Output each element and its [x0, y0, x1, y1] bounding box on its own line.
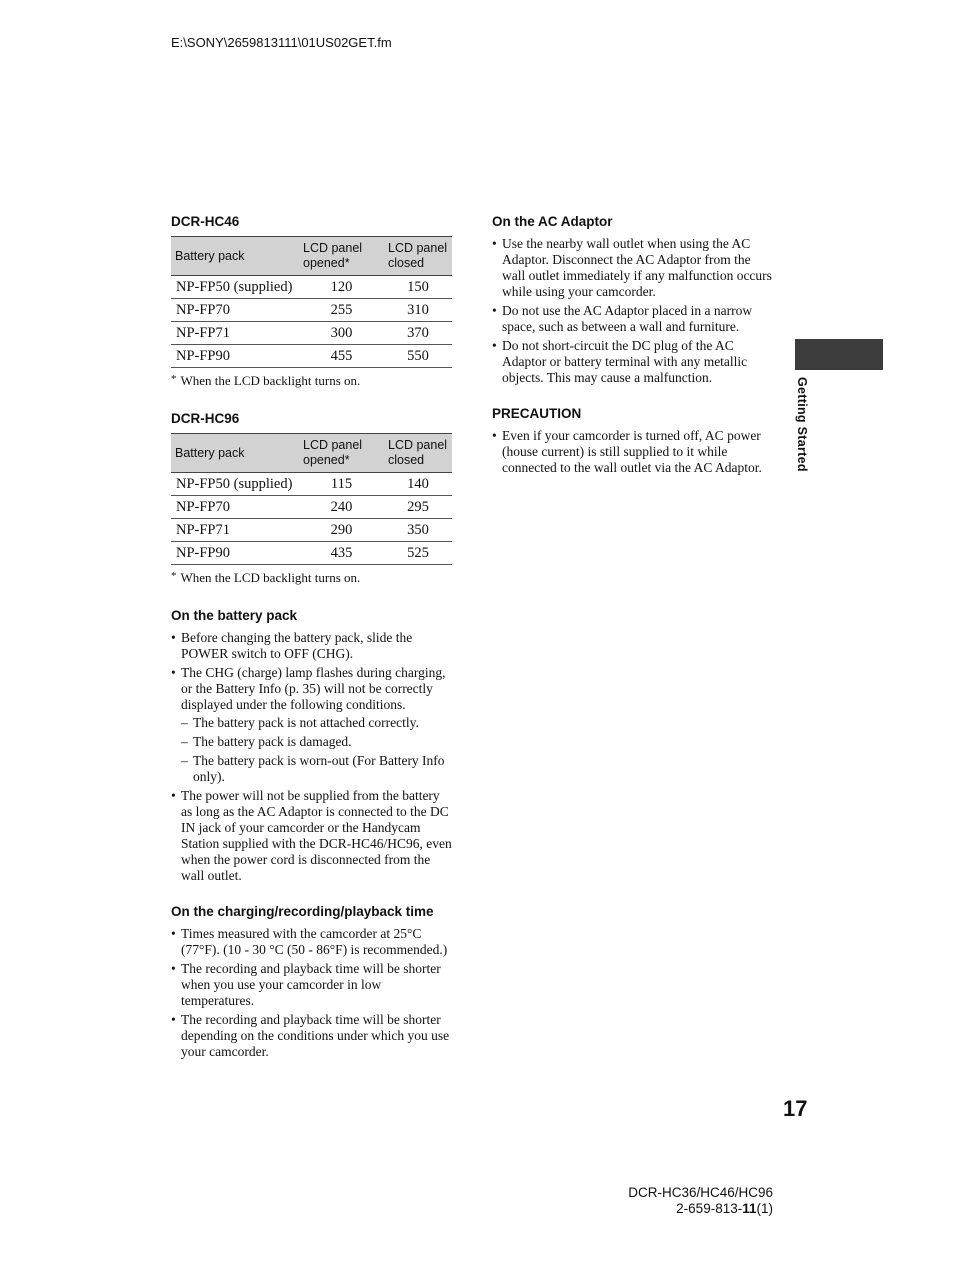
file-path-header: E:\SONY\2659813111\01US02GET.fm	[171, 35, 392, 50]
hc46-battery-table	[171, 236, 452, 368]
list-item: – The battery pack is worn-out (For Battery Info only).	[181, 753, 452, 785]
table-cell: NP-FP70	[171, 299, 299, 322]
table-cell: 370	[384, 322, 452, 345]
right-column	[492, 213, 776, 479]
footer	[628, 1185, 773, 1217]
table-cell: 150	[384, 276, 452, 299]
table-cell: 290	[299, 519, 384, 542]
column-header: Battery pack	[171, 434, 299, 473]
footnote-text: When the LCD backlight turns on.	[180, 570, 361, 585]
precaution-section	[492, 405, 776, 476]
table-cell: 295	[384, 496, 452, 519]
charging-time-list	[171, 926, 452, 1060]
column-header: Battery pack	[171, 237, 299, 276]
precaution-list	[492, 428, 776, 476]
table-row	[171, 496, 452, 519]
table-cell: 140	[384, 473, 452, 496]
list-item: • The recording and playback time will be shorter depending on the conditions under which you use your camcorder.	[171, 1012, 452, 1060]
table-row	[171, 322, 452, 345]
hc96-section	[171, 410, 452, 588]
hc96-title: DCR-HC96	[171, 411, 240, 426]
table-cell: NP-FP50 (supplied)	[171, 473, 299, 496]
battery-pack-title: On the battery pack	[171, 608, 298, 623]
ac-adaptor-list	[492, 236, 776, 386]
hc46-footnote	[171, 372, 452, 391]
table-cell: 435	[299, 542, 384, 565]
table-cell: 300	[299, 322, 384, 345]
precaution-title: PRECAUTION	[492, 406, 582, 421]
table-cell: NP-FP71	[171, 322, 299, 345]
battery-pack-section	[171, 607, 452, 884]
table-row	[171, 299, 452, 322]
footer-code-prefix: 2-659-813-	[676, 1201, 743, 1216]
column-header: LCD panel closed	[384, 434, 452, 473]
table-row	[171, 519, 452, 542]
table-cell: 255	[299, 299, 384, 322]
list-item-text: The CHG (charge) lamp flashes during charging, or the Battery Info (p. 35) will not be correctly displayed under the following conditions.	[181, 665, 446, 712]
hc96-footnote	[171, 569, 452, 588]
list-item: – The battery pack is damaged.	[181, 734, 452, 750]
table-cell: 240	[299, 496, 384, 519]
table-header-row	[171, 434, 452, 473]
list-item: • The recording and playback time will be shorter when you use your camcorder in low temperatures.	[171, 961, 452, 1009]
table-header-row	[171, 237, 452, 276]
list-item: • Do not short-circuit the DC plug of the AC Adaptor or battery terminal with any metallic objects. This may cause a malfunction.	[492, 338, 776, 386]
list-item: • The power will not be supplied from the battery as long as the AC Adaptor is connected to the DC IN jack of your camcorder or the Handycam Station supplied with the DCR-HC46/HC96, even when the power cord is disconnected from the wall outlet.	[171, 788, 452, 884]
list-item: • Use the nearby wall outlet when using the AC Adaptor. Disconnect the AC Adaptor from the wall outlet immediately if any malfunction occurs while using your camcorder.	[492, 236, 776, 300]
footer-code-suffix: (1)	[756, 1201, 773, 1216]
table-row	[171, 276, 452, 299]
list-item: – The battery pack is not attached correctly.	[181, 715, 452, 731]
list-item: • Even if your camcorder is turned off, AC power (house current) is still supplied to it while connected to the wall outlet via the AC Adaptor.	[492, 428, 776, 476]
footnote-mark: *	[171, 373, 177, 385]
table-cell: NP-FP71	[171, 519, 299, 542]
footnote-text: When the LCD backlight turns on.	[180, 373, 361, 388]
table-row	[171, 345, 452, 368]
battery-pack-list	[171, 630, 452, 884]
table-cell: NP-FP90	[171, 345, 299, 368]
table-cell: 550	[384, 345, 452, 368]
table-cell: 350	[384, 519, 452, 542]
list-item	[171, 665, 452, 785]
list-item: • Times measured with the camcorder at 25°C (77°F). (10 - 30 °C (50 - 86°F) is recommended.)	[171, 926, 452, 958]
table-row	[171, 473, 452, 496]
hc96-battery-table	[171, 433, 452, 565]
table-cell: 310	[384, 299, 452, 322]
table-cell: NP-FP70	[171, 496, 299, 519]
table-cell: 525	[384, 542, 452, 565]
condition-list	[181, 715, 452, 785]
footer-model: DCR-HC36/HC46/HC96	[628, 1185, 773, 1200]
table-cell: NP-FP50 (supplied)	[171, 276, 299, 299]
left-column	[171, 213, 452, 1063]
column-header: LCD panel closed	[384, 237, 452, 276]
charging-time-section	[171, 903, 452, 1060]
table-cell: 120	[299, 276, 384, 299]
table-row	[171, 542, 452, 565]
charging-time-title: On the charging/recording/playback time	[171, 904, 434, 919]
table-cell: 115	[299, 473, 384, 496]
footer-code-bold: 11	[742, 1201, 757, 1216]
list-item: • Do not use the AC Adaptor placed in a narrow space, such as between a wall and furniture.	[492, 303, 776, 335]
section-tab-marker	[795, 339, 883, 370]
table-cell: NP-FP90	[171, 542, 299, 565]
list-item: • Before changing the battery pack, slide the POWER switch to OFF (CHG).	[171, 630, 452, 662]
footnote-mark: *	[171, 570, 177, 582]
footer-code	[628, 1201, 773, 1217]
table-cell: 455	[299, 345, 384, 368]
ac-adaptor-title: On the AC Adaptor	[492, 214, 613, 229]
column-header: LCD panel opened*	[299, 434, 384, 473]
section-side-label: Getting Started	[795, 377, 809, 472]
column-header: LCD panel opened*	[299, 237, 384, 276]
page-number: 17	[783, 1096, 808, 1121]
hc46-title: DCR-HC46	[171, 214, 240, 229]
